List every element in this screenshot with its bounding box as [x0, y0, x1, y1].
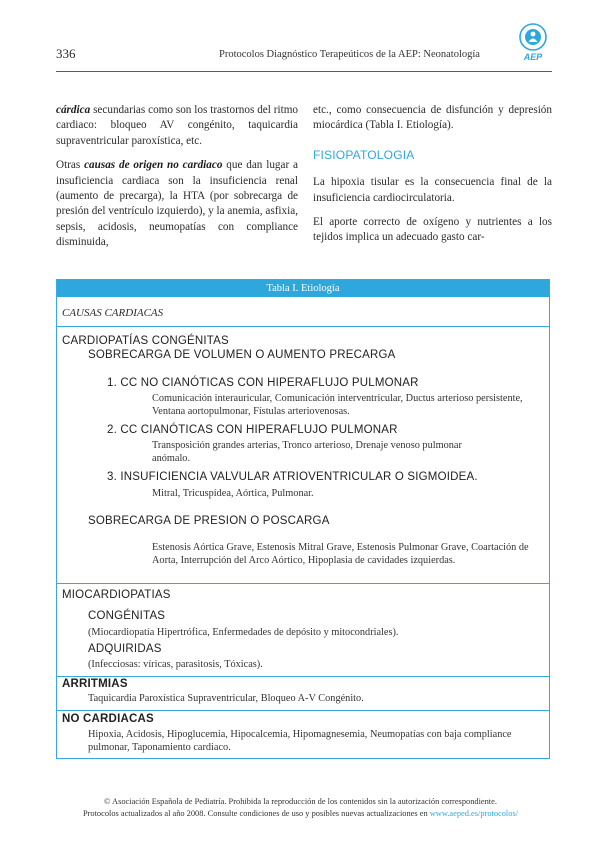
row-causas-cardiacas: CAUSAS CARDIACAS [62, 307, 164, 319]
right-column [313, 103, 552, 255]
logo-text: AEP [523, 52, 543, 62]
footer-note [0, 808, 601, 820]
row-divider [57, 710, 549, 711]
emphasis: cárdica [56, 104, 91, 116]
detail-adquiridas: (Infecciosas: víricas, parasitosis, Tóxicas). [88, 659, 263, 670]
header-rule [56, 71, 552, 72]
heading-no-cardiacas: NO CARDIACAS [62, 713, 154, 725]
heading-cc2: 2. CC CIANÓTICAS CON HIPERAFLUJO PULMONAR [107, 424, 398, 436]
detail-congenitas: (Miocardiopatía Hipertrófica, Enfermedades de depósito y mitocondriales). [88, 627, 399, 638]
running-title: Protocolos Diagnóstico Terapeúticos de la AEP: Neonatología [219, 49, 480, 60]
emphasis: causas de origen no cardiaco [84, 159, 223, 172]
heading-sobrecarga-volumen: SOBRECARGA DE VOLUMEN O AUMENTO PRECARGA [88, 349, 396, 361]
text: Otras [56, 159, 85, 172]
footer-text: Protocolos actualizados al año 2008. Consulte condiciones de uso y posibles nuevas actualizaciones en [82, 809, 430, 818]
etiology-table [56, 279, 550, 759]
text: secundarias como son los trastornos del ritmo cardiaco: bloqueo AV congénito, taquicardia supraventricular paroxística, etc. [56, 104, 298, 147]
detail-cc1: Comunicación interauricular, Comunicación interventricular, Ductus arterioso persistente, Ventana aortopulmonar, Fístulas arteriovenosas. [152, 393, 523, 418]
heading-cc3: 3. INSUFICIENCIA VALVULAR ATRIOVENTRICULAR O SIGMOIDEA. [107, 471, 478, 483]
paragraph [56, 158, 298, 250]
detail-presion: Estenosis Aórtica Grave, Estenosis Mitral Grave, Estenosis Pulmonar Grave, Coartación de Aorta, Interrupción del Arco Aórtico, Hipoplasia de cavidades izquierdas. [152, 542, 529, 567]
heading-miocardiopatias: MIOCARDIOPATIAS [62, 589, 171, 601]
paragraph: etc., como consecuencia de disfunción y depresión miocárdica (Tabla I. Etiología). [313, 104, 552, 132]
detail-cc3: Mitral, Tricuspídea, Aórtica, Pulmonar. [152, 488, 314, 499]
aep-logo [516, 22, 550, 62]
footer-copyright: © Asociación Española de Pediatría. Prohibida la reproducción de los contenidos sin la autorización correspondiente. [104, 797, 497, 806]
row-divider [57, 583, 549, 584]
heading-sobrecarga-presion: SOBRECARGA DE PRESION O POSCARGA [88, 515, 330, 527]
detail-arritmias: Taquicardia Paroxística Supraventricular, Bloqueo A-V Congénito. [88, 693, 364, 704]
left-column [56, 103, 298, 260]
detail-no-cardiacas: Hipoxia, Acidosis, Hipoglucemia, Hipocalcemia, Hipomagnesemia, Neumopatías con baja compliance pulmonar, Taponamiento cardiaco. [88, 729, 512, 754]
footer-link[interactable]: www.aeped.es/protocolos/ [429, 809, 519, 818]
row-divider [57, 676, 549, 677]
section-title: FISIOPATOLOGIA [313, 147, 415, 162]
paragraph: El aporte correcto de oxígeno y nutrientes a los tejidos implica un adecuado gasto car- [313, 216, 552, 244]
heading-cardiopatias-congenitas: CARDIOPATÍAS CONGÉNITAS [62, 335, 229, 347]
paragraph: La hipoxia tisular es la consecuencia final de la insuficiencia cardiocirculatoria. [313, 176, 552, 204]
page-number: 336 [56, 46, 76, 61]
heading-adquiridas: ADQUIRIDAS [88, 643, 162, 655]
heading-arritmias: ARRITMIAS [62, 678, 128, 690]
heading-cc1: 1. CC NO CIANÓTICAS CON HIPERAFLUJO PULMONAR [107, 377, 419, 389]
heading-congenitas: CONGÉNITAS [88, 610, 166, 622]
paragraph [56, 103, 298, 149]
detail-cc2: Transposición grandes arterias, Tronco arterioso, Drenaje venoso pulmonar anómalo. [152, 440, 462, 465]
text: que dan lugar a insuficiencia cardiaca son la insuficiencia renal (aumento de precarga), la HTA (por sobrecarga de presión del ventrículo izquierdo), y la anemia, asfixia, sepsis, acidosis, neumopatías con compliance disminuida, [56, 159, 299, 249]
row-divider [57, 326, 549, 327]
table-title: Tabla I. Etiología [57, 280, 549, 297]
